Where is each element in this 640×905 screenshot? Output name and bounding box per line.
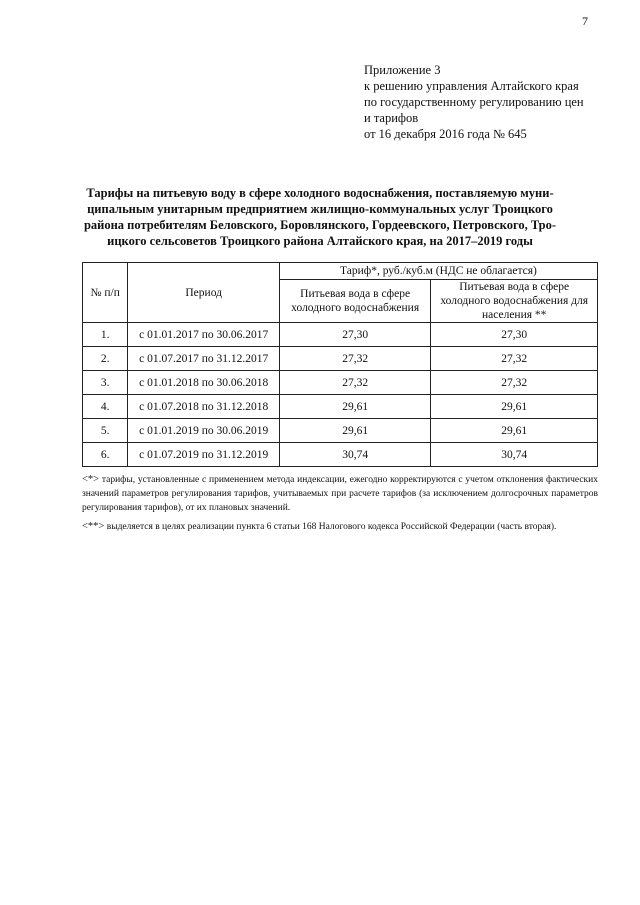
- row-cold-tariff: 30,74: [279, 443, 430, 467]
- table-row: [83, 395, 598, 419]
- footnote-mark: <**>: [82, 521, 105, 532]
- row-population-tariff: 29,61: [431, 395, 598, 419]
- header-row-number: № п/п: [83, 263, 128, 323]
- footnote-2: [82, 520, 598, 534]
- row-number: 1.: [83, 323, 128, 347]
- table-row: [83, 347, 598, 371]
- table-row: [83, 323, 598, 347]
- row-cold-tariff: 27,32: [279, 371, 430, 395]
- appendix-line: и тарифов: [364, 111, 419, 125]
- row-population-tariff: 30,74: [431, 443, 598, 467]
- row-population-tariff: 27,32: [431, 347, 598, 371]
- row-number: 6.: [83, 443, 128, 467]
- header-period: Период: [128, 263, 279, 323]
- row-number: 4.: [83, 395, 128, 419]
- title-line: ицкого сельсоветов Троицкого района Алтайского края, на 2017–2019 годы: [107, 234, 533, 248]
- row-period: с 01.01.2017 по 30.06.2017: [128, 323, 279, 347]
- row-cold-tariff: 29,61: [279, 419, 430, 443]
- row-number: 5.: [83, 419, 128, 443]
- tariff-table: [82, 262, 598, 467]
- row-period: с 01.07.2017 по 31.12.2017: [128, 347, 279, 371]
- row-cold-tariff: 27,30: [279, 323, 430, 347]
- title-line: района потребителям Беловского, Боровлянского, Гордеевского, Петровского, Тро-: [83, 218, 557, 232]
- row-cold-tariff: 27,32: [279, 347, 430, 371]
- title-line: Тарифы на питьевую воду в сфере холодного водоснабжения, поставляемую муни-: [86, 186, 554, 200]
- appendix-line: Приложение 3: [364, 63, 441, 77]
- header-tariff: Тариф*, руб./куб.м (НДС не облагается): [279, 263, 597, 280]
- footnote-text: выделяется в целях реализации пункта 6 статьи 168 Налогового кодекса Российской Федерации (часть вторая).: [104, 522, 557, 532]
- header-population: Питьевая вода в сфере холодного водоснабжения для населения **: [431, 280, 598, 323]
- row-period: с 01.07.2019 по 31.12.2019: [128, 443, 279, 467]
- row-cold-tariff: 29,61: [279, 395, 430, 419]
- row-period: с 01.07.2018 по 31.12.2018: [128, 395, 279, 419]
- title-line: ципальным унитарным предприятием жилищно-коммунальных услуг Троицкого: [87, 202, 553, 216]
- row-number: 2.: [83, 347, 128, 371]
- row-number: 3.: [83, 371, 128, 395]
- row-population-tariff: 29,61: [431, 419, 598, 443]
- footnote-text: тарифы, установленные с применением метода индексации, ежегодно корректируются с учетом отклонения фактических значений параметров регулирования тарифов, учитываемых при расчете тарифов (за исключением долгосрочных параметров регулирования тарифов), от их плановых значений.: [82, 475, 598, 513]
- table-row: [83, 419, 598, 443]
- header-cold-water: Питьевая вода в сфере холодного водоснабжения: [279, 280, 430, 323]
- footnotes: [82, 473, 598, 539]
- appendix-line: по государственному регулированию цен: [364, 95, 584, 109]
- footnote-1: [82, 473, 598, 515]
- row-period: с 01.01.2019 по 30.06.2019: [128, 419, 279, 443]
- appendix-line: к решению управления Алтайского края: [364, 79, 579, 93]
- appendix-line: от 16 декабря 2016 года № 645: [364, 127, 527, 141]
- row-period: с 01.01.2018 по 30.06.2018: [128, 371, 279, 395]
- table-row: [83, 371, 598, 395]
- appendix-header: [364, 62, 584, 142]
- row-population-tariff: 27,30: [431, 323, 598, 347]
- page-number: 7: [582, 14, 588, 28]
- table-row: [83, 443, 598, 467]
- footnote-mark: <*>: [82, 474, 100, 485]
- document-title: [82, 185, 558, 249]
- row-population-tariff: 27,32: [431, 371, 598, 395]
